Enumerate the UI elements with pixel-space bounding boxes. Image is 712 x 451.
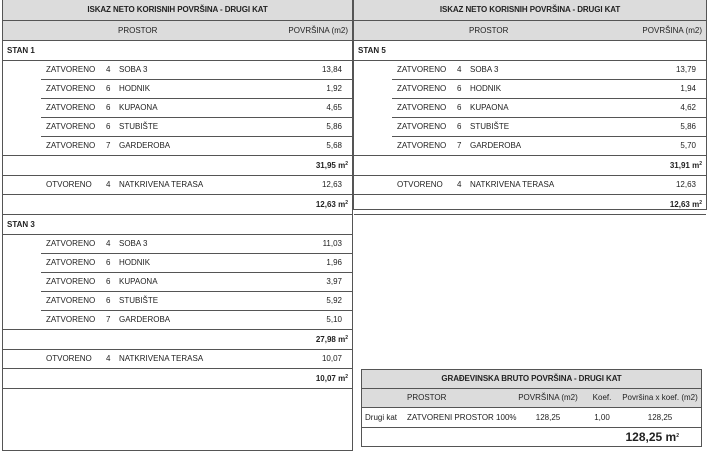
table-row xyxy=(354,176,706,195)
column-header-koef: Koef. xyxy=(592,393,612,402)
area-value: 1,92 xyxy=(326,84,342,93)
space-type: ZATVORENO xyxy=(397,103,447,112)
room-name: GARDEROBA xyxy=(470,141,522,150)
area-value: 4,65 xyxy=(326,103,342,112)
column-header-prostor: PROSTOR xyxy=(469,26,509,35)
area-value: 128,25 xyxy=(535,413,561,422)
coef-number: 6 xyxy=(457,122,462,131)
coef-number: 4 xyxy=(106,239,111,248)
coef-number: 6 xyxy=(106,296,111,305)
table-row xyxy=(3,311,352,330)
table-title: ISKAZ NETO KORISNIH POVRŠINA - DRUGI KAT xyxy=(3,0,352,21)
area-value: 5,86 xyxy=(326,122,342,131)
table-row xyxy=(392,80,706,99)
space-type: ZATVORENO xyxy=(46,65,96,74)
table-row xyxy=(41,99,352,118)
unit-superscript: 2 xyxy=(345,161,348,167)
unit-superscript: 2 xyxy=(699,161,702,167)
room-name: STUBIŠTE xyxy=(119,122,159,131)
space-type: ZATVORENO xyxy=(46,239,96,248)
closed-subtotal xyxy=(3,156,352,176)
coef-number: 6 xyxy=(457,103,462,112)
table-row xyxy=(392,118,706,137)
area-value: 11,03 xyxy=(322,239,342,248)
room-name: GARDEROBA xyxy=(119,141,171,150)
coef-number: 6 xyxy=(106,84,111,93)
space-type: ZATVORENO xyxy=(397,141,447,150)
coef-number: 6 xyxy=(106,122,111,131)
koef-value: 1,00 xyxy=(594,413,610,422)
table-title: ISKAZ NETO KORISNIH POVRŠINA - DRUGI KAT xyxy=(354,0,706,21)
room-name: HODNIK xyxy=(470,84,502,93)
column-header-povrsina: POVRŠINA (m2) xyxy=(288,26,348,35)
coef-number: 6 xyxy=(106,258,111,267)
coef-number: 4 xyxy=(106,65,111,74)
space-type: ZATVORENO xyxy=(46,315,96,324)
floor-label: Drugi kat xyxy=(365,413,398,422)
table-row xyxy=(41,254,352,273)
space-type: ZATVORENO xyxy=(46,84,96,93)
space-type: ZATVORENO xyxy=(46,103,96,112)
coef-number: 4 xyxy=(106,354,111,363)
column-header-povrsina-koef: Površina x koef. (m2) xyxy=(622,393,698,402)
area-value: 1,96 xyxy=(326,258,342,267)
left-net-area-table xyxy=(2,0,353,451)
table-row xyxy=(41,80,352,99)
area-value: 4,62 xyxy=(680,103,696,112)
open-subtotal xyxy=(3,369,352,389)
area-value: 10,07 xyxy=(321,354,342,363)
room-name: NATKRIVENA TERASA xyxy=(119,354,204,363)
room-name: SOBA 3 xyxy=(119,65,148,74)
room-name: KUPAONA xyxy=(470,103,509,112)
coef-number: 4 xyxy=(457,65,462,74)
space-type: ZATVORENO xyxy=(46,258,96,267)
table-row xyxy=(41,118,352,137)
area-value: 12,63 xyxy=(321,180,342,189)
column-header-povrsina: POVRŠINA (m2) xyxy=(642,26,702,35)
closed-subtotal-value: 31,95 m xyxy=(315,161,346,170)
closed-subtotal xyxy=(354,156,706,176)
table-row xyxy=(354,137,706,156)
column-header-row xyxy=(3,21,352,41)
space-type: OTVORENO xyxy=(46,354,92,363)
area-value: 5,86 xyxy=(680,122,696,131)
table-row xyxy=(392,61,706,80)
area-value: 5,68 xyxy=(326,141,342,150)
table-row xyxy=(41,235,352,254)
space-type: ZATVORENO xyxy=(46,141,96,150)
coef-number: 7 xyxy=(106,141,111,150)
gross-table-title: GRAĐEVINSKA BRUTO POVRŠINA - DRUGI KAT xyxy=(362,370,701,389)
room-name: HODNIK xyxy=(119,84,151,93)
coef-number: 6 xyxy=(106,103,111,112)
open-subtotal-value: 12,63 m xyxy=(315,200,346,209)
coef-number: 6 xyxy=(106,277,111,286)
table-row xyxy=(41,292,352,311)
room-name: KUPAONA xyxy=(119,103,158,112)
area-value: 1,94 xyxy=(680,84,696,93)
coef-number: 7 xyxy=(106,315,111,324)
coef-number: 6 xyxy=(457,84,462,93)
table-row xyxy=(41,273,352,292)
area-value: 13,79 xyxy=(675,65,696,74)
column-header-prostor: PROSTOR xyxy=(407,393,447,402)
unit-superscript: 2 xyxy=(345,200,348,206)
room-name: NATKRIVENA TERASA xyxy=(470,180,555,189)
coef-number: 4 xyxy=(457,180,462,189)
closed-subtotal-value: 27,98 m xyxy=(315,335,346,344)
space-type: ZATVORENO xyxy=(397,122,447,131)
space-type: ZATVORENO xyxy=(46,296,96,305)
area-value: 5,70 xyxy=(680,141,696,150)
gross-column-header-row xyxy=(362,389,701,408)
area-value: 5,92 xyxy=(326,296,342,305)
room-name: KUPAONA xyxy=(119,277,158,286)
unit-superscript: 2 xyxy=(699,200,702,206)
area-value: 3,97 xyxy=(326,277,342,286)
table-row xyxy=(41,61,352,80)
area-value: 5,10 xyxy=(326,315,342,324)
unit-heading: STAN 3 xyxy=(3,215,352,235)
space-label: ZATVORENI PROSTOR 100% xyxy=(407,413,517,422)
coef-number: 7 xyxy=(457,141,462,150)
space-type: ZATVORENO xyxy=(397,84,447,93)
gross-area-table xyxy=(361,369,702,447)
closed-subtotal xyxy=(3,330,352,350)
gross-table-row xyxy=(362,408,701,428)
room-name: SOBA 3 xyxy=(119,239,148,248)
right-net-area-table xyxy=(353,0,707,210)
space-type: OTVORENO xyxy=(397,180,443,189)
room-name: STUBIŠTE xyxy=(119,296,159,305)
room-name: HODNIK xyxy=(119,258,151,267)
unit-heading: STAN 5 xyxy=(354,41,706,61)
open-subtotal xyxy=(3,195,352,215)
area-value: 13,84 xyxy=(321,65,342,74)
room-name: NATKRIVENA TERASA xyxy=(119,180,204,189)
open-subtotal-value: 12,63 m xyxy=(669,200,700,209)
open-subtotal-value: 10,07 m xyxy=(315,374,346,383)
space-type: ZATVORENO xyxy=(46,122,96,131)
table-row xyxy=(3,176,352,195)
column-header-povrsina: POVRŠINA (m2) xyxy=(518,393,578,402)
table-row xyxy=(3,137,352,156)
closed-subtotal-value: 31,91 m xyxy=(669,161,700,170)
open-subtotal xyxy=(354,195,706,215)
table-row xyxy=(3,350,352,369)
space-type: ZATVORENO xyxy=(397,65,447,74)
gross-total xyxy=(362,428,701,447)
room-name: GARDEROBA xyxy=(119,315,171,324)
unit-heading: STAN 1 xyxy=(3,41,352,61)
room-name: SOBA 3 xyxy=(470,65,499,74)
room-name: STUBIŠTE xyxy=(470,122,510,131)
unit-superscript: 2 xyxy=(676,433,679,439)
unit-superscript: 2 xyxy=(345,374,348,380)
space-type: ZATVORENO xyxy=(46,277,96,286)
space-type: OTVORENO xyxy=(46,180,92,189)
table-row xyxy=(392,99,706,118)
area-value: 12,63 xyxy=(675,180,696,189)
column-header-prostor: PROSTOR xyxy=(118,26,158,35)
coef-number: 4 xyxy=(106,180,111,189)
area-koef-value: 128,25 xyxy=(647,413,673,422)
gross-total-value: 128,25 m xyxy=(625,430,677,444)
unit-superscript: 2 xyxy=(345,335,348,341)
column-header-row xyxy=(354,21,706,41)
